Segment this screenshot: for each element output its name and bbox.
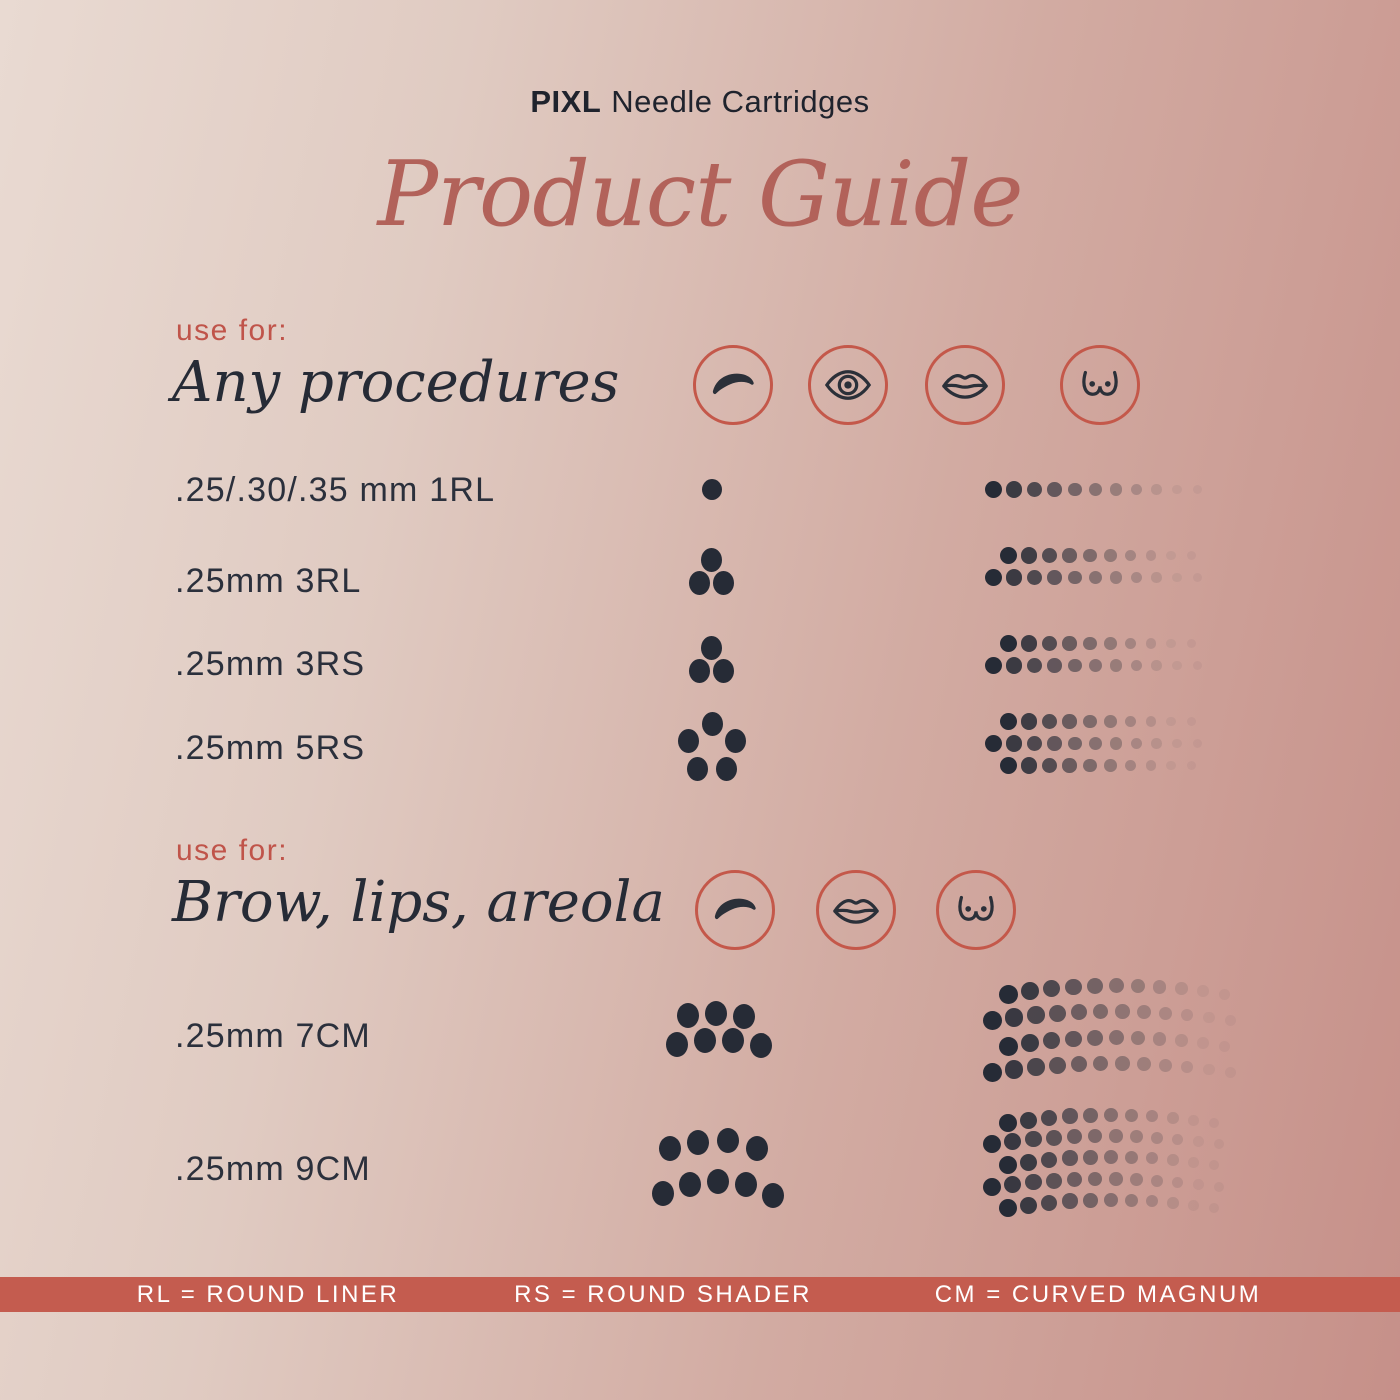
legend-item-rs: RS = ROUND SHADER (514, 1280, 812, 1308)
brow-glyph (707, 359, 759, 411)
areola-icon (936, 870, 1016, 950)
page-subtitle (0, 84, 1400, 120)
section-heading-brow-lips-areola: Brow, lips, areola (172, 870, 665, 935)
section-heading-any-procedures: Any procedures (172, 350, 620, 415)
areola-icon (1060, 345, 1140, 425)
brow-icon (695, 870, 775, 950)
legend-bar (0, 1277, 1400, 1312)
use-for-label-2: use for: (176, 834, 289, 867)
areola-glyph (950, 884, 1002, 936)
brand-name: PIXL (530, 84, 602, 119)
eye-icon (808, 345, 888, 425)
row-label-9cm: .25mm 9CM (175, 1150, 371, 1188)
row-label-1rl: .25/.30/.35 mm 1RL (175, 471, 496, 509)
row-label-5rs: .25mm 5RS (175, 729, 366, 767)
eye-glyph (822, 359, 874, 411)
use-for-label-1: use for: (176, 314, 289, 347)
lips-glyph (939, 359, 991, 411)
row-label-3rl: .25mm 3RL (175, 562, 362, 600)
areola-glyph (1074, 359, 1126, 411)
page-title: Product Guide (377, 142, 1023, 247)
brow-icon (693, 345, 773, 425)
lips-glyph (830, 884, 882, 936)
lips-icon (816, 870, 896, 950)
subtitle-text: Needle Cartridges (611, 84, 870, 119)
legend-item-rl: RL = ROUND LINER (136, 1280, 400, 1308)
lips-icon (925, 345, 1005, 425)
row-label-3rs: .25mm 3RS (175, 645, 366, 683)
row-label-7cm: .25mm 7CM (175, 1017, 371, 1055)
brow-glyph (709, 884, 761, 936)
legend-item-cm: CM = CURVED MAGNUM (934, 1280, 1262, 1308)
